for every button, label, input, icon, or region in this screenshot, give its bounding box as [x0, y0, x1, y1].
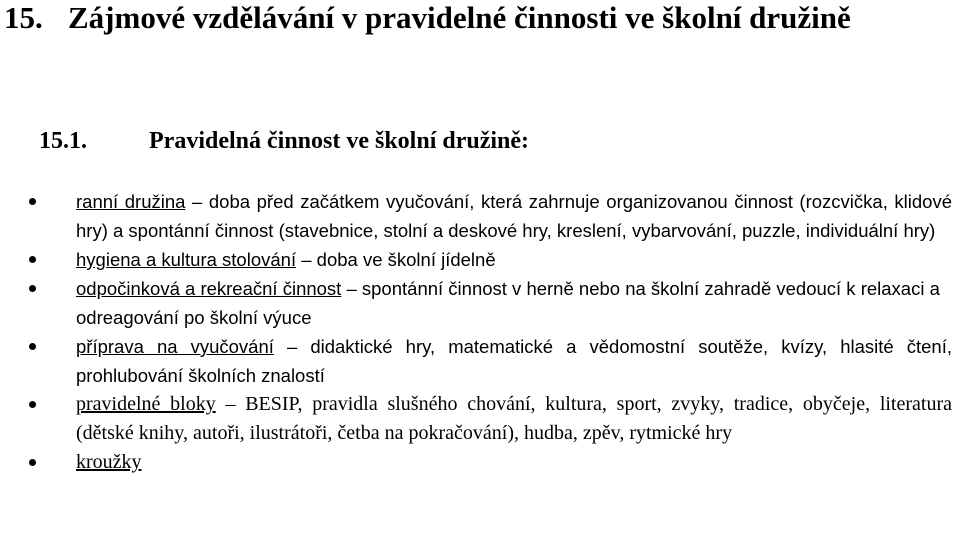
item-description: – doba před začátkem vyučování, která zahrnuje organizovanou činnost (rozcvička, klidové hry) a spontánní činnost (stavebnice, stolní a deskové hry, kreslení, vybarvování, puzzle, individuální hry) — [76, 191, 952, 241]
item-term: příprava na vyučování — [76, 336, 274, 357]
item-description: – didaktické hry, matematické a vědomostní soutěže, kvízy, hlasité čtení, prohlubování školních znalostí — [76, 336, 952, 386]
bullet-icon — [29, 343, 36, 350]
bullet-icon — [29, 401, 36, 408]
item-term: pravidelné bloky — [76, 393, 216, 415]
list-item — [0, 448, 960, 477]
item-description: – doba ve školní jídelně — [296, 249, 496, 270]
item-term: odpočinková a rekreační činnost — [76, 278, 342, 299]
item-term: ranní družina — [76, 191, 186, 212]
section-number: 15. — [4, 0, 43, 35]
item-description: – spontánní činnost v herně nebo na školní zahradě vedoucí k relaxaci a odreagování po školní výuce — [76, 278, 940, 328]
bullet-icon — [29, 198, 36, 205]
bullet-icon — [29, 256, 36, 263]
section-heading — [4, 0, 851, 36]
item-description: – BESIP, pravidla slušného chování, kultura, sport, zvyky, tradice, obyčeje, literatura (dětské knihy, autoři, ilustrátoři, četba na pokračování), hudba, zpěv, rytmické hry — [76, 393, 952, 444]
list-item — [0, 274, 960, 332]
section-title: Zájmové vzdělávání v pravidelné činnosti ve školní družině — [68, 0, 851, 35]
list-item — [0, 332, 960, 390]
list-item — [0, 390, 960, 448]
list-item — [0, 245, 960, 274]
subsection-heading — [39, 126, 529, 156]
activity-list — [0, 187, 960, 477]
item-term: kroužky — [76, 451, 142, 473]
item-term: hygiena a kultura stolování — [76, 249, 297, 270]
list-item — [0, 187, 960, 245]
subsection-number: 15.1. — [39, 128, 87, 154]
bullet-icon — [29, 285, 36, 292]
bullet-icon — [29, 459, 36, 466]
subsection-title: Pravidelná činnost ve školní družině: — [149, 128, 530, 154]
